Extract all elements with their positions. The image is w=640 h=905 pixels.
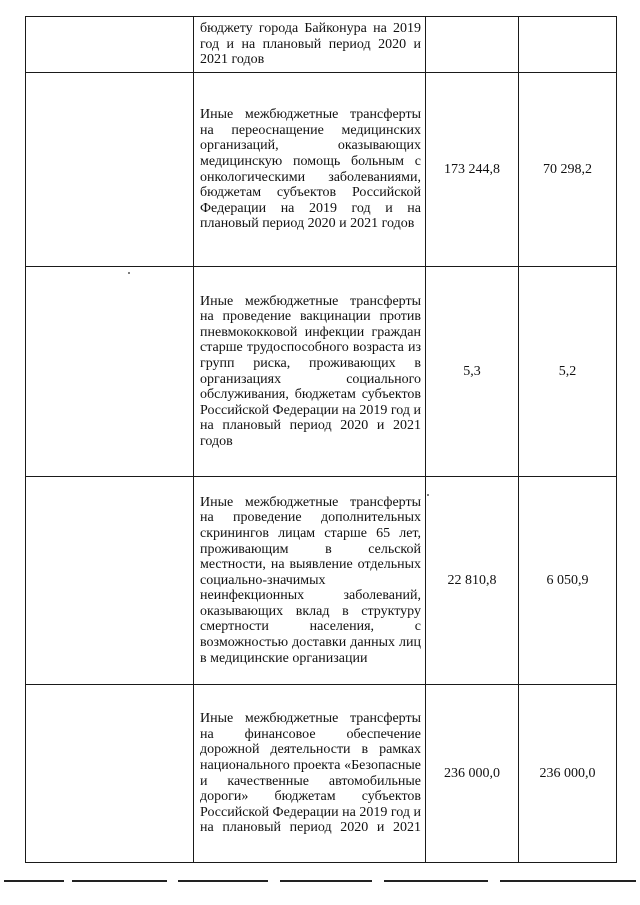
description-cell: [194, 685, 426, 863]
value-2020-cell: 173 244,8: [426, 73, 519, 267]
table-row: [26, 477, 617, 685]
row-description: Иные межбюджетные трансферты на переоснащение медицинских организаций, оказывающих медицинскую помощь больным с онкологическими заболеваниями, бюджетам субъектов Российской Федерации на 2019 год и на плановый период 2020 и 2021 годов: [200, 107, 421, 232]
description-cell: [194, 17, 426, 73]
value-2020-cell: [426, 17, 519, 73]
budget-table: [25, 16, 617, 863]
code-cell: [26, 17, 194, 73]
row-description: Иные межбюджетные трансферты на проведение вакцинации против пневмококковой инфекции граждан старше трудоспособного возраста из групп риска, проживающих в организациях социального обслуживания, бюджетам субъектов Российской Федерации на 2019 год и на плановый период 2020 и 2021 годов: [200, 293, 421, 449]
table-row: [26, 73, 617, 267]
scan-speck: [128, 272, 130, 274]
code-cell: [26, 73, 194, 267]
description-cell: [194, 73, 426, 267]
table-row: [26, 17, 617, 73]
value-2020-cell: 5,3: [426, 267, 519, 477]
code-cell: [26, 267, 194, 477]
row-description: Иные межбюджетные трансферты на проведение дополнительных скринингов лицам старше 65 лет, проживающим в сельской местности, на выявление отдельных социально-значимых неинфекционных заболеваний, оказывающих вклад в структуру смертности населения, с возможностью доставки данных лиц в медицинские организации: [200, 494, 421, 666]
row-description: Иные межбюджетные трансферты на финансовое обеспечение дорожной деятельности в рамках национального проекта «Безопасные и качественные автомобильные дороги» бюджетам субъектов Российской Федерации на 2019 год и на плановый период 2020 и 2021: [200, 711, 421, 836]
value-2021-cell: 5,2: [519, 267, 617, 477]
description-cell: [194, 267, 426, 477]
value-2021-cell: 6 050,9: [519, 477, 617, 685]
value-2020-cell: 236 000,0: [426, 685, 519, 863]
value-2021-cell: 70 298,2: [519, 73, 617, 267]
table-row: [26, 267, 617, 477]
description-cell: [194, 477, 426, 685]
code-cell: [26, 685, 194, 863]
row-description: бюджету города Байконура на 2019 год и на плановый период 2020 и 2021 годов: [200, 21, 421, 68]
value-2020-cell: 22 810,8: [426, 477, 519, 685]
code-cell: [26, 477, 194, 685]
value-2021-cell: 236 000,0: [519, 685, 617, 863]
value-2021-cell: [519, 17, 617, 73]
scan-speck: [427, 494, 429, 496]
table-row: [26, 685, 617, 863]
